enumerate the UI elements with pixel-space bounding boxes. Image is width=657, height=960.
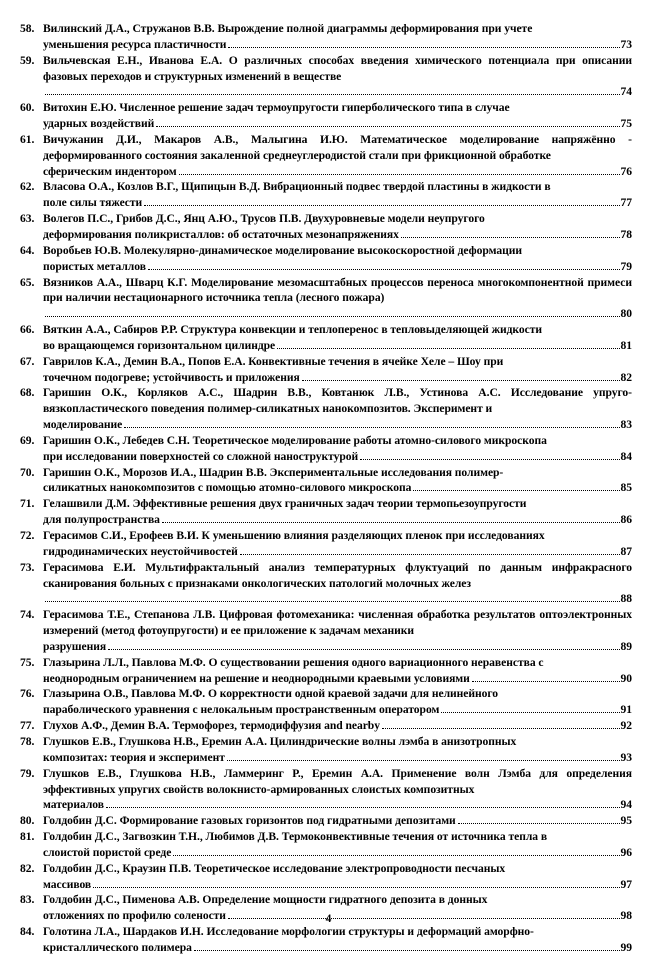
toc-entry-page-number: 84 — [620, 449, 632, 463]
toc-entry-page-number: 90 — [620, 671, 632, 685]
toc-entry-number: 84. — [20, 925, 35, 939]
toc-entry[interactable] — [20, 275, 632, 323]
dot-leader — [93, 887, 619, 888]
toc-entry[interactable] — [20, 243, 632, 275]
toc-entry-title: Глушков Е.В., Глушкова Н.В., Ламмеринг Р., Еремин А.А. Применение волн Лэмба для определения эффективных упругих свойств волокнисто-армированных слоистых композитных — [43, 766, 632, 796]
toc-entry-title-end: при исследовании поверхностей со сложной наноструктурой — [43, 449, 359, 463]
toc-entry-page-number: 83 — [620, 418, 632, 432]
toc-entry[interactable] — [20, 734, 632, 766]
toc-entry-number: 69. — [20, 433, 35, 447]
toc-entry-leader-line — [43, 591, 632, 607]
toc-entry-title: Глушков Е.В., Глушкова Н.В., Еремин А.А. Цилиндрические волны лэмба в анизотропных — [43, 734, 517, 748]
toc-entry-number: 63. — [20, 212, 35, 226]
toc-entry-title: Власова О.А., Козлов В.Г., Щипицын В.Д. Вибрационный подвес твердой пластины в жидкости в — [43, 180, 551, 194]
toc-entry-leader-line — [43, 116, 632, 132]
toc-entry[interactable] — [20, 21, 632, 53]
toc-entry-title-end: материалов — [43, 798, 104, 812]
toc-entry-title: Вязников А.А., Шварц К.Г. Моделирование мезомасштабных процессов переноса многокомпонентной примеси при наличии нестационарного источника тепла (лесного пожара) — [43, 275, 632, 305]
toc-entry-title: Гелашвили Д.М. Эффективные решения двух граничных задач теории термопьезоупругости — [43, 497, 527, 511]
toc-entry-title: Герасимова Т.Е., Степанова Л.В. Цифровая фотомеханика: численная обработка результатов оптоэлектронных измерений (метод фотоупругости) и ее приложение к задачам механики — [43, 608, 632, 638]
toc-entry-leader-line — [43, 37, 632, 53]
toc-entry[interactable] — [20, 322, 632, 354]
toc-entry-leader-line — [43, 702, 632, 718]
toc-entry-title: Голдобин Д.С., Пименова А.В. Определение мощности гидратного депозита в донных — [43, 893, 488, 907]
toc-entry-title: Голотина Л.А., Шардаков И.Н. Исследование морфологии структуры и деформаций аморфно- — [43, 925, 534, 939]
toc-entry-leader-line — [43, 940, 632, 956]
toc-entry[interactable] — [20, 861, 632, 893]
toc-entry-title-end: ударных воздействий — [43, 117, 155, 131]
toc-entry-number: 72. — [20, 529, 35, 542]
toc-entry[interactable] — [20, 100, 632, 132]
toc-entry-title: Гаврилов К.А., Демин В.А., Попов Е.А. Конвективные течения в ячейке Хеле – Шоу при — [43, 354, 504, 368]
dot-leader — [162, 522, 620, 523]
toc-entry-number: 76. — [20, 687, 35, 701]
toc-entry-page-number: 97 — [620, 877, 632, 891]
toc-entry-title-end: сферическим индентором — [43, 164, 177, 178]
toc-entry-title: Гаришин О.К., Лебедев С.Н. Теоретическое моделирование работы атомно-силового микроскопа — [43, 433, 547, 447]
dot-leader — [173, 855, 619, 856]
toc-entry-page-number: 82 — [620, 370, 632, 384]
toc-entry-page-number: 94 — [620, 798, 632, 812]
dot-leader — [302, 380, 620, 381]
toc-entry-title-end: параболического уравнения с нелокальным пространственным оператором — [43, 703, 440, 717]
toc-entry-number: 70. — [20, 465, 35, 479]
toc-entry-title-end: деформирования поликристаллов: об остаточных мезонапряжениях — [43, 227, 399, 241]
toc-entry-page-number: 74 — [620, 85, 632, 99]
toc-entry[interactable] — [20, 528, 632, 560]
dot-leader — [413, 490, 619, 491]
table-of-contents-page — [20, 21, 632, 956]
toc-entry-number: 81. — [20, 830, 35, 844]
toc-entry-title-end: пористых металлов — [43, 259, 146, 273]
toc-entry-title-end: гидродинамических неустойчивостей — [43, 544, 238, 558]
toc-entry[interactable] — [20, 686, 632, 718]
toc-entry-title-end: моделирование — [43, 418, 123, 432]
toc-entry-page-number: 99 — [620, 940, 632, 954]
toc-entry-number: 74. — [20, 608, 35, 622]
toc-entry-leader-line — [43, 84, 632, 100]
toc-entry-title-end: Глухов А.Ф., Демин В.А. Термофорез, термодиффузия and nearby — [43, 719, 380, 733]
toc-entry-page-number: 76 — [620, 164, 632, 178]
toc-entry[interactable] — [20, 560, 632, 608]
toc-entry-leader-line — [43, 671, 632, 687]
toc-entry-leader-line — [43, 306, 632, 322]
toc-entry-title-end: кристаллического полимера — [43, 940, 192, 954]
toc-entry-number: 71. — [20, 497, 35, 511]
toc-entry-page-number: 98 — [620, 909, 632, 923]
dot-leader — [240, 554, 620, 555]
toc-entry-number: 66. — [20, 323, 35, 337]
dot-leader — [45, 601, 620, 602]
toc-entry-title-end: поле силы тяжести — [43, 196, 143, 210]
dot-leader — [106, 807, 620, 808]
toc-entry-number: 68. — [20, 386, 35, 400]
toc-entry-number: 58. — [20, 22, 35, 35]
toc-entry-page-number: 77 — [620, 196, 632, 210]
dot-leader — [458, 823, 620, 824]
toc-entry-leader-line — [43, 718, 632, 734]
toc-entry[interactable] — [20, 433, 632, 465]
toc-entry-number: 60. — [20, 101, 35, 115]
toc-entry-title: Витохин Е.Ю. Численное решение задач термоупругости гиперболического типа в случае — [43, 101, 510, 115]
toc-entry-page-number: 79 — [620, 259, 632, 273]
toc-entry[interactable] — [20, 718, 632, 734]
toc-entry-leader-line — [43, 877, 632, 893]
dot-leader — [277, 348, 619, 349]
toc-entry-title-end: разрушения — [43, 639, 107, 653]
toc-entry-leader-line — [43, 797, 632, 813]
toc-entry[interactable] — [20, 829, 632, 861]
dot-leader — [179, 174, 620, 175]
toc-entry[interactable] — [20, 132, 632, 180]
toc-entry[interactable] — [20, 53, 632, 101]
toc-entry-leader-line — [43, 639, 632, 655]
toc-entry-number: 79. — [20, 766, 35, 780]
toc-entry-leader-line — [43, 813, 632, 829]
toc-entry-number: 77. — [20, 719, 35, 733]
toc-entry-page-number: 93 — [620, 750, 632, 764]
toc-entry-page-number: 88 — [620, 592, 632, 606]
toc-entry-title-end: слоистой пористой среде — [43, 845, 172, 859]
dot-leader — [472, 681, 620, 682]
toc-entry-number: 67. — [20, 354, 35, 368]
dot-leader — [144, 205, 619, 206]
toc-entry[interactable] — [20, 465, 632, 497]
toc-entry-title: Глазырина О.В., Павлова М.Ф. О корректности одной краевой задачи для нелинейного — [43, 687, 499, 701]
dot-leader — [228, 47, 619, 48]
toc-entry-title-end: силикатных нанокомпозитов с помощью атомно-силового микроскопа — [43, 481, 412, 495]
toc-entry[interactable] — [20, 179, 632, 211]
toc-entry-number: 73. — [20, 560, 35, 574]
toc-entry-page-number: 95 — [620, 814, 632, 828]
dot-leader — [156, 126, 619, 127]
toc-entry-leader-line — [43, 195, 632, 211]
dot-leader — [45, 316, 620, 317]
toc-entry-title-end: неоднородным ограничением на решение и неоднородными краевыми условиями — [43, 671, 470, 685]
toc-entry-leader-line — [43, 512, 632, 528]
toc-entry-title-end: Голдобин Д.С. Формирование газовых горизонтов под гидратными депозитами — [43, 814, 456, 828]
dot-leader — [401, 237, 620, 238]
toc-entry-number: 82. — [20, 861, 35, 875]
toc-entry-leader-line — [43, 370, 632, 386]
toc-entry-page-number: 91 — [620, 703, 632, 717]
toc-entry[interactable] — [20, 496, 632, 528]
toc-entry-page-number: 96 — [620, 845, 632, 859]
page-number: 4 — [325, 913, 332, 925]
toc-entry-page-number: 92 — [620, 719, 632, 733]
toc-entry[interactable] — [20, 354, 632, 386]
toc-entry-leader-line — [43, 480, 632, 496]
toc-entry-title: Вяткин А.А., Сабиров Р.Р. Структура конвекции и теплоперенос в тепловыделяющей жидкости — [43, 323, 542, 337]
toc-entry-leader-line — [43, 338, 632, 354]
dot-leader — [441, 712, 619, 713]
toc-entry-title: Гаришин О.К., Морозов И.А., Шадрин В.В. Экспериментальные исследования полимер- — [43, 465, 504, 479]
toc-entry[interactable] — [20, 924, 632, 956]
dot-leader — [124, 427, 619, 428]
toc-entry-title: Волегов П.С., Грибов Д.С., Янц А.Ю., Трусов П.В. Двухуровневые модели неупругого — [43, 212, 485, 226]
dot-leader — [108, 649, 619, 650]
toc-entry-title: Воробьев Ю.В. Молекулярно-динамическое моделирование высокоскоростной деформации — [43, 243, 523, 257]
toc-entry[interactable] — [20, 211, 632, 243]
toc-entry-number: 83. — [20, 893, 35, 907]
toc-entry-title: Гаришин О.К., Корляков А.С., Шадрин В.В., Ковтанюк Л.В., Устинова А.С. Исследование упруго-вязкопластического поведения полимер-силикатных нанокомпозитов. Эксперимент и — [43, 386, 632, 416]
toc-entry-title-end: композитах: теория и эксперимент — [43, 750, 225, 764]
toc-entry-page-number: 86 — [620, 513, 632, 527]
toc-entry-title-end: уменьшения ресурса пластичности — [43, 37, 227, 51]
toc-entry-leader-line — [43, 544, 632, 560]
toc-entry-leader-line — [43, 449, 632, 465]
toc-entry-title: Голдобин Д.С., Краузин П.В. Теоретическое исследование электропроводности песчаных — [43, 861, 506, 875]
toc-entry-title: Герасимова Е.И. Мультифрактальный анализ температурных флуктуаций по данным инфракрасного сканирования больных с признаками онкологических патологий молочных желез — [43, 560, 632, 590]
toc-entry-title-end: отложениях по профилю солености — [43, 909, 226, 923]
toc-entry-title-end: массивов — [43, 877, 92, 891]
dot-leader — [45, 94, 620, 95]
toc-entry-title-end: точечном подогреве; устойчивость и приложения — [43, 370, 300, 384]
toc-entry-page-number: 78 — [620, 227, 632, 241]
dot-leader — [382, 728, 620, 729]
toc-entry[interactable] — [20, 607, 632, 655]
toc-entry-page-number: 85 — [620, 481, 632, 495]
toc-entry-number: 64. — [20, 243, 35, 257]
toc-entry-leader-line — [43, 750, 632, 766]
dot-leader — [227, 760, 620, 761]
toc-entry-number: 80. — [20, 814, 35, 828]
dot-leader — [360, 459, 619, 460]
toc-entry-title-end: для полупространства — [43, 513, 160, 527]
toc-entry-number: 62. — [20, 180, 35, 194]
dot-leader — [148, 269, 620, 270]
toc-entry-page-number: 89 — [620, 639, 632, 653]
toc-entry-number: 78. — [20, 734, 35, 748]
toc-entry-title: Голдобин Д.С., Загвозкин Т.Н., Любимов Д.В. Термоконвективные течения от источника тепла в — [43, 830, 548, 844]
toc-list — [20, 21, 632, 956]
toc-entry-number: 75. — [20, 655, 35, 669]
toc-entry[interactable] — [20, 655, 632, 687]
toc-entry-page-number: 81 — [620, 338, 632, 352]
toc-entry-title: Вичужанин Д.И., Макаров А.В., Малыгина И.Ю. Математическое моделирование напряжённо - деформированного состояния закаленной среднеуглеродистой стали при фрикционной обработке — [43, 132, 632, 162]
toc-entry-title: Вилинский Д.А., Стружанов В.В. Вырождение полной диаграммы деформирования при учете — [43, 22, 533, 35]
toc-entry-number: 65. — [20, 275, 35, 289]
toc-entry-title: Герасимов С.И., Ерофеев В.И. К уменьшению влияния разделяющих пленок при исследованиях — [43, 529, 545, 542]
toc-entry-page-number: 80 — [620, 307, 632, 321]
toc-entry-leader-line — [43, 845, 632, 861]
toc-entry[interactable] — [20, 766, 632, 814]
toc-entry[interactable] — [20, 385, 632, 433]
toc-entry-title: Глазырина Л.Л., Павлова М.Ф. О существовании решения одного вариационного неравенства с — [43, 655, 544, 669]
toc-entry[interactable] — [20, 813, 632, 829]
toc-entry-page-number: 75 — [620, 117, 632, 131]
toc-entry-number: 61. — [20, 132, 35, 146]
toc-entry-page-number: 87 — [620, 544, 632, 558]
toc-entry-title-end: во вращающемся горизонтальном цилиндре — [43, 338, 276, 352]
toc-entry-title: Вильчевская Е.Н., Иванова Е.А. О различных способах введения химического потенциала при описании фазовых переходов и структурных изменений в веществе — [43, 53, 632, 83]
toc-entry-leader-line — [43, 259, 632, 275]
dot-leader — [194, 950, 620, 951]
toc-entry-page-number: 73 — [620, 37, 632, 51]
toc-entry-leader-line — [43, 417, 632, 433]
toc-entry-number: 59. — [20, 53, 35, 67]
toc-entry-leader-line — [43, 164, 632, 180]
toc-entry-leader-line — [43, 227, 632, 243]
